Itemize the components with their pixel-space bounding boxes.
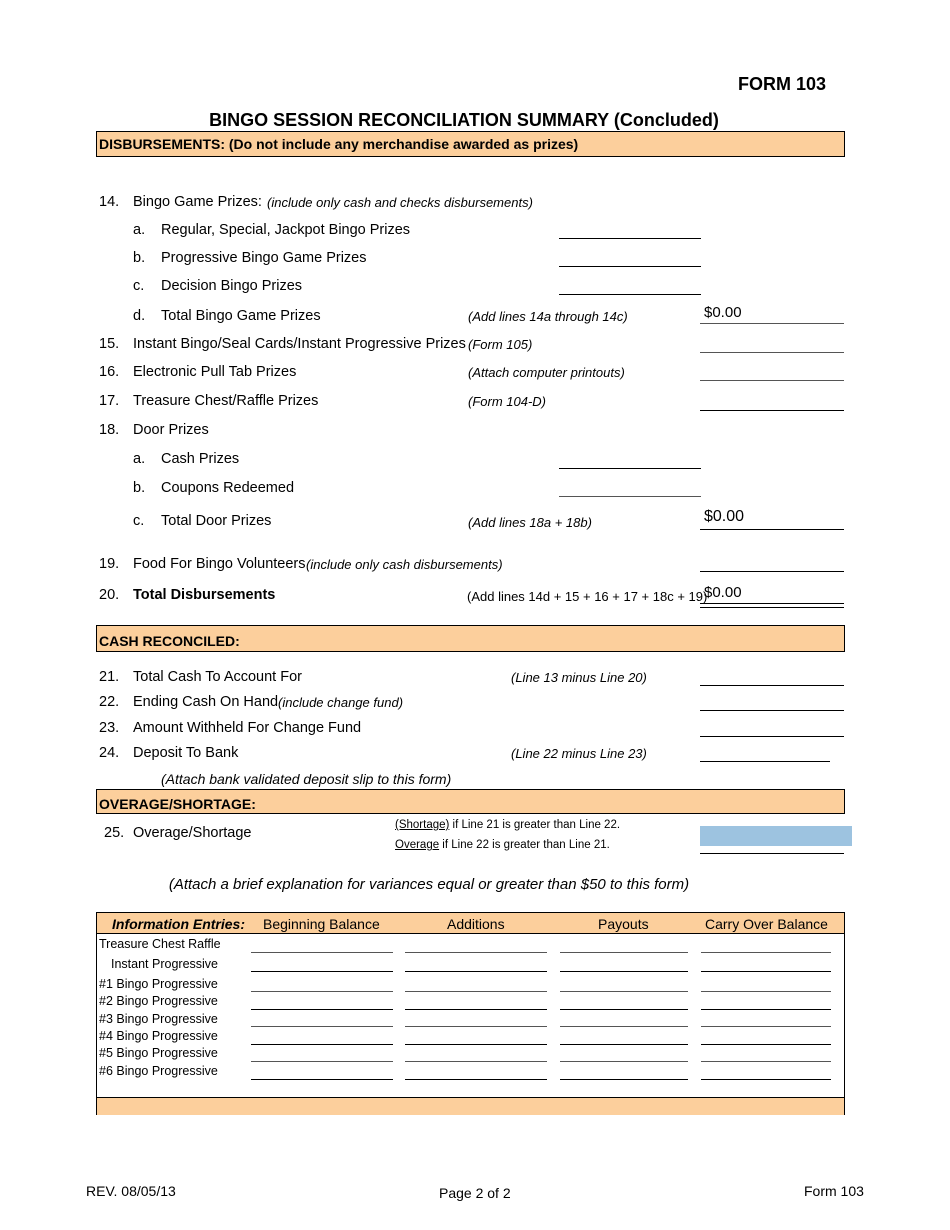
page-number: Page 2 of 2	[439, 1185, 511, 1201]
info-entry-field[interactable]	[405, 991, 547, 992]
line-24-note: (Line 22 minus Line 23)	[511, 746, 647, 761]
line-14a-letter: a.	[133, 222, 146, 238]
info-entry-field[interactable]	[560, 971, 688, 972]
info-header-payouts: Payouts	[598, 916, 649, 932]
info-entry-field[interactable]	[251, 1044, 393, 1045]
line-19-label: Food For Bingo Volunteers	[133, 556, 306, 572]
info-row-label: #5 Bingo Progressive	[99, 1046, 218, 1060]
info-entry-field[interactable]	[701, 1044, 831, 1045]
info-entry-field[interactable]	[405, 952, 547, 953]
disbursements-heading: DISBURSEMENTS: (Do not include any merchandise awarded as prizes)	[96, 131, 845, 157]
line-22-number: 22.	[99, 694, 120, 710]
line-17-field[interactable]	[700, 410, 844, 411]
line-18c-letter: c.	[133, 513, 145, 529]
line-19-field[interactable]	[700, 571, 844, 572]
page-title: BINGO SESSION RECONCILIATION SUMMARY (Concluded)	[209, 110, 719, 130]
line-14d-note: (Add lines 14a through 14c)	[468, 309, 628, 324]
line-25-number: 25.	[104, 825, 125, 841]
info-entry-field[interactable]	[251, 1009, 393, 1010]
info-entry-field[interactable]	[405, 1009, 547, 1010]
shortage-rule	[395, 819, 620, 831]
shortage-text: if Line 21 is greater than Line 22.	[449, 819, 621, 831]
line-14a-label: Regular, Special, Jackpot Bingo Prizes	[161, 222, 411, 238]
line-17-label: Treasure Chest/Raffle Prizes	[133, 393, 319, 409]
line-19-number: 19.	[99, 556, 120, 572]
line-20-field[interactable]	[700, 603, 844, 608]
info-entry-field[interactable]	[560, 1079, 688, 1080]
line-14c-field[interactable]	[559, 294, 701, 295]
line-18a-field[interactable]	[559, 468, 701, 469]
line-25-label: Overage/Shortage	[133, 825, 252, 841]
overage-text: if Line 22 is greater than Line 21.	[439, 839, 610, 851]
line-16-label: Electronic Pull Tab Prizes	[133, 364, 297, 380]
info-entry-field[interactable]	[405, 1079, 547, 1080]
line-24-field[interactable]	[700, 761, 830, 762]
info-entry-field[interactable]	[560, 991, 688, 992]
line-14-number: 14.	[99, 194, 120, 210]
line-14a-field[interactable]	[559, 238, 701, 239]
footer-form-label: Form 103	[804, 1183, 864, 1199]
line-18b-letter: b.	[133, 480, 146, 496]
info-row-label: #3 Bingo Progressive	[99, 1012, 218, 1026]
line-16-note: (Attach computer printouts)	[468, 365, 625, 380]
line-14d-label: Total Bingo Game Prizes	[161, 308, 321, 324]
line-22-note: (include change fund)	[278, 695, 404, 710]
info-entry-field[interactable]	[701, 1061, 831, 1062]
line-24-number: 24.	[99, 745, 120, 761]
info-footer-band	[97, 1097, 844, 1115]
line-14d-value: $0.00	[704, 304, 742, 321]
info-row-label: #6 Bingo Progressive	[99, 1064, 218, 1078]
info-entry-field[interactable]	[405, 971, 547, 972]
line-22-label: Ending Cash On Hand	[133, 694, 279, 710]
line-18c-field[interactable]	[700, 529, 844, 530]
line-20-number: 20.	[99, 587, 120, 603]
line-18c-label: Total Door Prizes	[161, 513, 272, 529]
line-21-label: Total Cash To Account For	[133, 669, 302, 685]
line-18c-value: $0.00	[704, 508, 745, 525]
info-entry-field[interactable]	[251, 991, 393, 992]
shortage-word: (Shortage)	[395, 819, 450, 831]
line-22-field[interactable]	[700, 710, 844, 711]
info-entry-field[interactable]	[560, 952, 688, 953]
line-18a-label: Cash Prizes	[161, 451, 240, 467]
info-entry-field[interactable]	[701, 1026, 831, 1027]
info-header-beginning-balance: Beginning Balance	[263, 916, 380, 932]
line-15-field[interactable]	[700, 352, 844, 353]
line-19-note: (include only cash disbursements)	[306, 557, 503, 572]
line-21-number: 21.	[99, 669, 120, 685]
info-entry-field[interactable]	[701, 1079, 831, 1080]
info-entry-field[interactable]	[405, 1061, 547, 1062]
info-entry-field[interactable]	[405, 1044, 547, 1045]
variance-explanation-note: (Attach a brief explanation for variances equal or greater than $50 to this form)	[168, 876, 690, 893]
info-row-label: #1 Bingo Progressive	[99, 977, 218, 991]
info-entry-field[interactable]	[405, 1026, 547, 1027]
line-14b-label: Progressive Bingo Game Prizes	[161, 250, 367, 266]
line-14-label: Bingo Game Prizes:	[133, 194, 262, 210]
revision-date: REV. 08/05/13	[86, 1183, 176, 1199]
line-20-value: $0.00	[704, 584, 742, 601]
info-entry-field[interactable]	[560, 1044, 688, 1045]
line-24-label: Deposit To Bank	[133, 745, 239, 761]
line-18-label: Door Prizes	[133, 422, 209, 438]
info-entry-field[interactable]	[251, 952, 393, 953]
info-header-entries: Information Entries:	[112, 916, 246, 932]
overage-shortage-heading: OVERAGE/SHORTAGE:	[96, 789, 845, 814]
info-entry-field[interactable]	[251, 1079, 393, 1080]
line-18b-label: Coupons Redeemed	[161, 480, 295, 496]
line-14b-letter: b.	[133, 250, 146, 266]
line-18-number: 18.	[99, 422, 120, 438]
line-18c-note: (Add lines 18a + 18b)	[468, 515, 592, 530]
info-row-label: Treasure Chest Raffle	[99, 937, 221, 951]
info-header-additions: Additions	[447, 916, 505, 932]
line-14d-letter: d.	[133, 308, 146, 324]
line-21-field[interactable]	[700, 685, 844, 686]
info-entry-field[interactable]	[701, 1009, 831, 1010]
line-14c-letter: c.	[133, 278, 145, 294]
line-15-note: (Form 105)	[468, 337, 533, 352]
line-18a-letter: a.	[133, 451, 146, 467]
info-entry-field[interactable]	[560, 1061, 688, 1062]
info-row-label: #4 Bingo Progressive	[99, 1029, 218, 1043]
line-18b-field[interactable]	[559, 496, 701, 497]
overage-shortage-field[interactable]	[700, 826, 852, 846]
info-entry-field[interactable]	[701, 991, 831, 992]
info-header-carry-over-balance: Carry Over Balance	[705, 916, 828, 932]
line-20-label: Total Disbursements	[133, 587, 276, 603]
line-14-note: (include only cash and checks disbursements)	[267, 195, 533, 210]
line-16-field[interactable]	[700, 380, 844, 381]
form-number: FORM 103	[738, 74, 827, 94]
info-entry-field[interactable]	[251, 971, 393, 972]
info-row-label: Instant Progressive	[111, 957, 218, 971]
overage-rule	[395, 839, 610, 851]
line-17-note: (Form 104-D)	[468, 394, 547, 409]
info-entry-field[interactable]	[560, 1009, 688, 1010]
line-15-label: Instant Bingo/Seal Cards/Instant Progressive Prizes	[133, 336, 466, 352]
line-15-number: 15.	[99, 336, 120, 352]
info-entry-field[interactable]	[560, 1026, 688, 1027]
line-14c-label: Decision Bingo Prizes	[161, 278, 303, 294]
info-entry-field[interactable]	[701, 952, 831, 953]
line-16-number: 16.	[99, 364, 120, 380]
info-entry-field[interactable]	[251, 1026, 393, 1027]
overage-shortage-underline	[700, 853, 844, 854]
cash-reconciled-heading: CASH RECONCILED:	[96, 625, 845, 652]
deposit-slip-note: (Attach bank validated deposit slip to this form)	[161, 771, 452, 787]
line-14d-field[interactable]	[700, 323, 844, 324]
info-entry-field[interactable]	[251, 1061, 393, 1062]
line-14b-field[interactable]	[559, 266, 701, 267]
info-row-label: #2 Bingo Progressive	[99, 994, 218, 1008]
line-17-number: 17.	[99, 393, 120, 409]
line-23-field[interactable]	[700, 736, 844, 737]
line-23-label: Amount Withheld For Change Fund	[133, 720, 362, 736]
overage-word: Overage	[395, 839, 440, 851]
info-entry-field[interactable]	[701, 971, 831, 972]
line-23-number: 23.	[99, 720, 120, 736]
line-21-note: (Line 13 minus Line 20)	[511, 670, 647, 685]
line-20-note: (Add lines 14d + 15 + 16 + 17 + 18c + 19)	[467, 589, 708, 604]
